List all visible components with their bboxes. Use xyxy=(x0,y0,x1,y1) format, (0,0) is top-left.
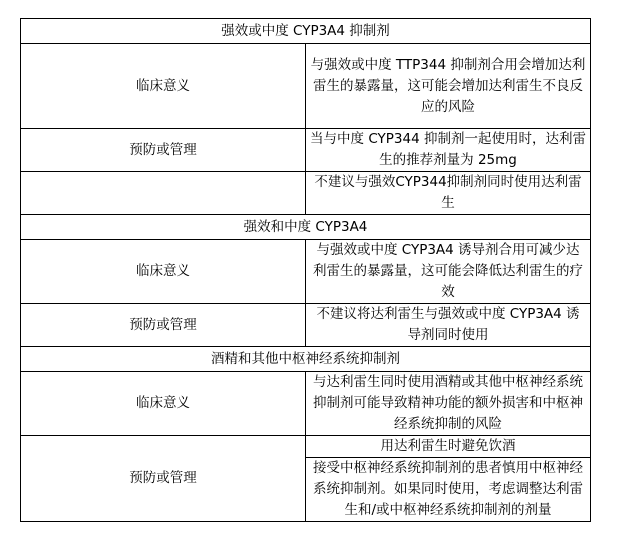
row-content: 用达利雷生时避免饮酒 xyxy=(306,436,591,458)
row-label-prevention-management: 预防或管理 xyxy=(21,436,306,522)
table-row xyxy=(21,436,591,458)
table-row xyxy=(21,372,591,436)
row-content: 不建议将达利雷生与强效或中度 CYP3A4 诱导剂同时使用 xyxy=(306,304,591,347)
row-content: 当与中度 CYP344 抑制剂一起使用时，达利雷生的推荐剂量为 25mg xyxy=(306,129,591,172)
row-label-empty xyxy=(21,172,306,215)
row-label-clinical-significance: 临床意义 xyxy=(21,372,306,436)
row-content: 不建议与强效CYP344抑制剂同时使用达利雷生 xyxy=(306,172,591,215)
section-header-cyp3a4-inhibitors: 强效或中度 CYP3A4 抑制剂 xyxy=(21,19,591,44)
row-label-prevention-management: 预防或管理 xyxy=(21,304,306,347)
table-row xyxy=(21,172,591,215)
row-content: 与达利雷生同时使用酒精或其他中枢神经系统抑制剂可能导致精神功能的额外损害和中枢神经系统抑制的风险 xyxy=(306,372,591,436)
table-row xyxy=(21,44,591,129)
section-header-row xyxy=(21,347,591,372)
row-content: 与强效或中度 TTP344 抑制剂合用会增加达利雷生的暴露量，这可能会增加达利雷生不良反应的风险 xyxy=(306,44,591,129)
table-row xyxy=(21,304,591,347)
row-label-clinical-significance: 临床意义 xyxy=(21,240,306,304)
table-row xyxy=(21,240,591,304)
row-content: 与强效或中度 CYP3A4 诱导剂合用可减少达利雷生的暴露量，这可能会降低达利雷生的疗效 xyxy=(306,240,591,304)
section-header-row xyxy=(21,19,591,44)
drug-interaction-table xyxy=(20,18,591,522)
section-header-cyp3a4-inducers: 强效和中度 CYP3A4 xyxy=(21,215,591,240)
table-row xyxy=(21,129,591,172)
section-header-alcohol-cns-depressants: 酒精和其他中枢神经系统抑制剂 xyxy=(21,347,591,372)
row-content: 接受中枢神经系统抑制剂的患者慎用中枢神经系统抑制剂。如果同时使用，考虑调整达利雷生和/或中枢神经系统抑制剂的剂量 xyxy=(306,458,591,522)
row-label-clinical-significance: 临床意义 xyxy=(21,44,306,129)
section-header-row xyxy=(21,215,591,240)
row-label-prevention-management: 预防或管理 xyxy=(21,129,306,172)
